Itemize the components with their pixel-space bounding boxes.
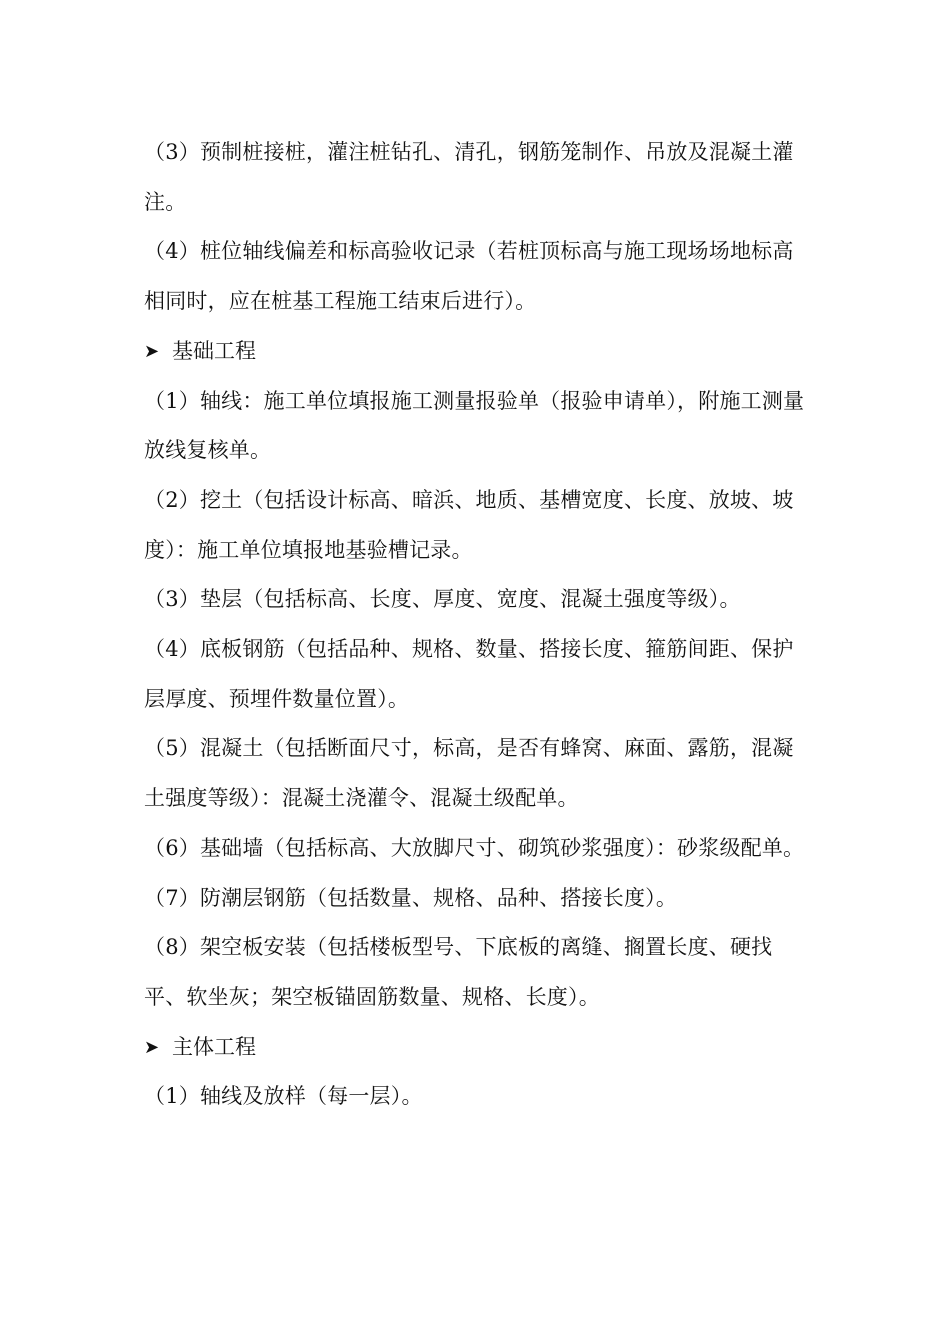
paragraph-axis: （1）轴线：施工单位填报施工测量报验单（报验申请单），附施工测量放线复核单。 — [144, 388, 805, 463]
document-body — [144, 128, 810, 1122]
paragraph-axis-layout: （1）轴线及放样（每一层）。 — [144, 1084, 423, 1109]
paragraph-excavation: （2）挖土（包括设计标高、暗浜、地质、基槽宽度、长度、放坡、坡度）：施工单位填报地基验槽记录。 — [144, 487, 794, 562]
arrow-bullet-icon: ➤ — [144, 1036, 160, 1058]
section-heading-label: 基础工程 — [172, 338, 256, 363]
paragraph-pile-axis-record: （4）桩位轴线偏差和标高验收记录（若桩顶标高与施工现场场地标高相同时，应在桩基工程施工结束后进行）。 — [144, 239, 794, 314]
paragraph-concrete: （5）混凝土（包括断面尺寸，标高，是否有蜂窝、麻面、露筋，混凝土强度等级）：混凝土浇灌令、混凝土级配单。 — [144, 736, 794, 811]
paragraph-cushion: （3）垫层（包括标高、长度、厚度、宽度、混凝土强度等级）。 — [144, 587, 741, 612]
paragraph-foundation-wall: （6）基础墙（包括标高、大放脚尺寸、砌筑砂浆强度）：砂浆级配单。 — [144, 835, 805, 860]
paragraph-pile-splicing: （3）预制桩接桩，灌注桩钻孔、清孔，钢筋笼制作、吊放及混凝土灌注。 — [144, 140, 794, 214]
paragraph-dampproof-rebar: （7）防潮层钢筋（包括数量、规格、品种、搭接长度）。 — [144, 885, 678, 910]
section-heading-foundation — [144, 327, 810, 377]
section-heading-label: 主体工程 — [172, 1034, 256, 1059]
section-heading-main-structure — [144, 1023, 810, 1073]
paragraph-raised-slab: （8）架空板安装（包括楼板型号、下底板的离缝、搁置长度、硬找平、软坐灰；架空板锚固筋数量、规格、长度）。 — [144, 935, 773, 1009]
paragraph-floor-rebar: （4）底板钢筋（包括品种、规格、数量、搭接长度、箍筋间距、保护层厚度、预埋件数量位置）。 — [144, 637, 794, 711]
arrow-bullet-icon: ➤ — [144, 340, 160, 362]
